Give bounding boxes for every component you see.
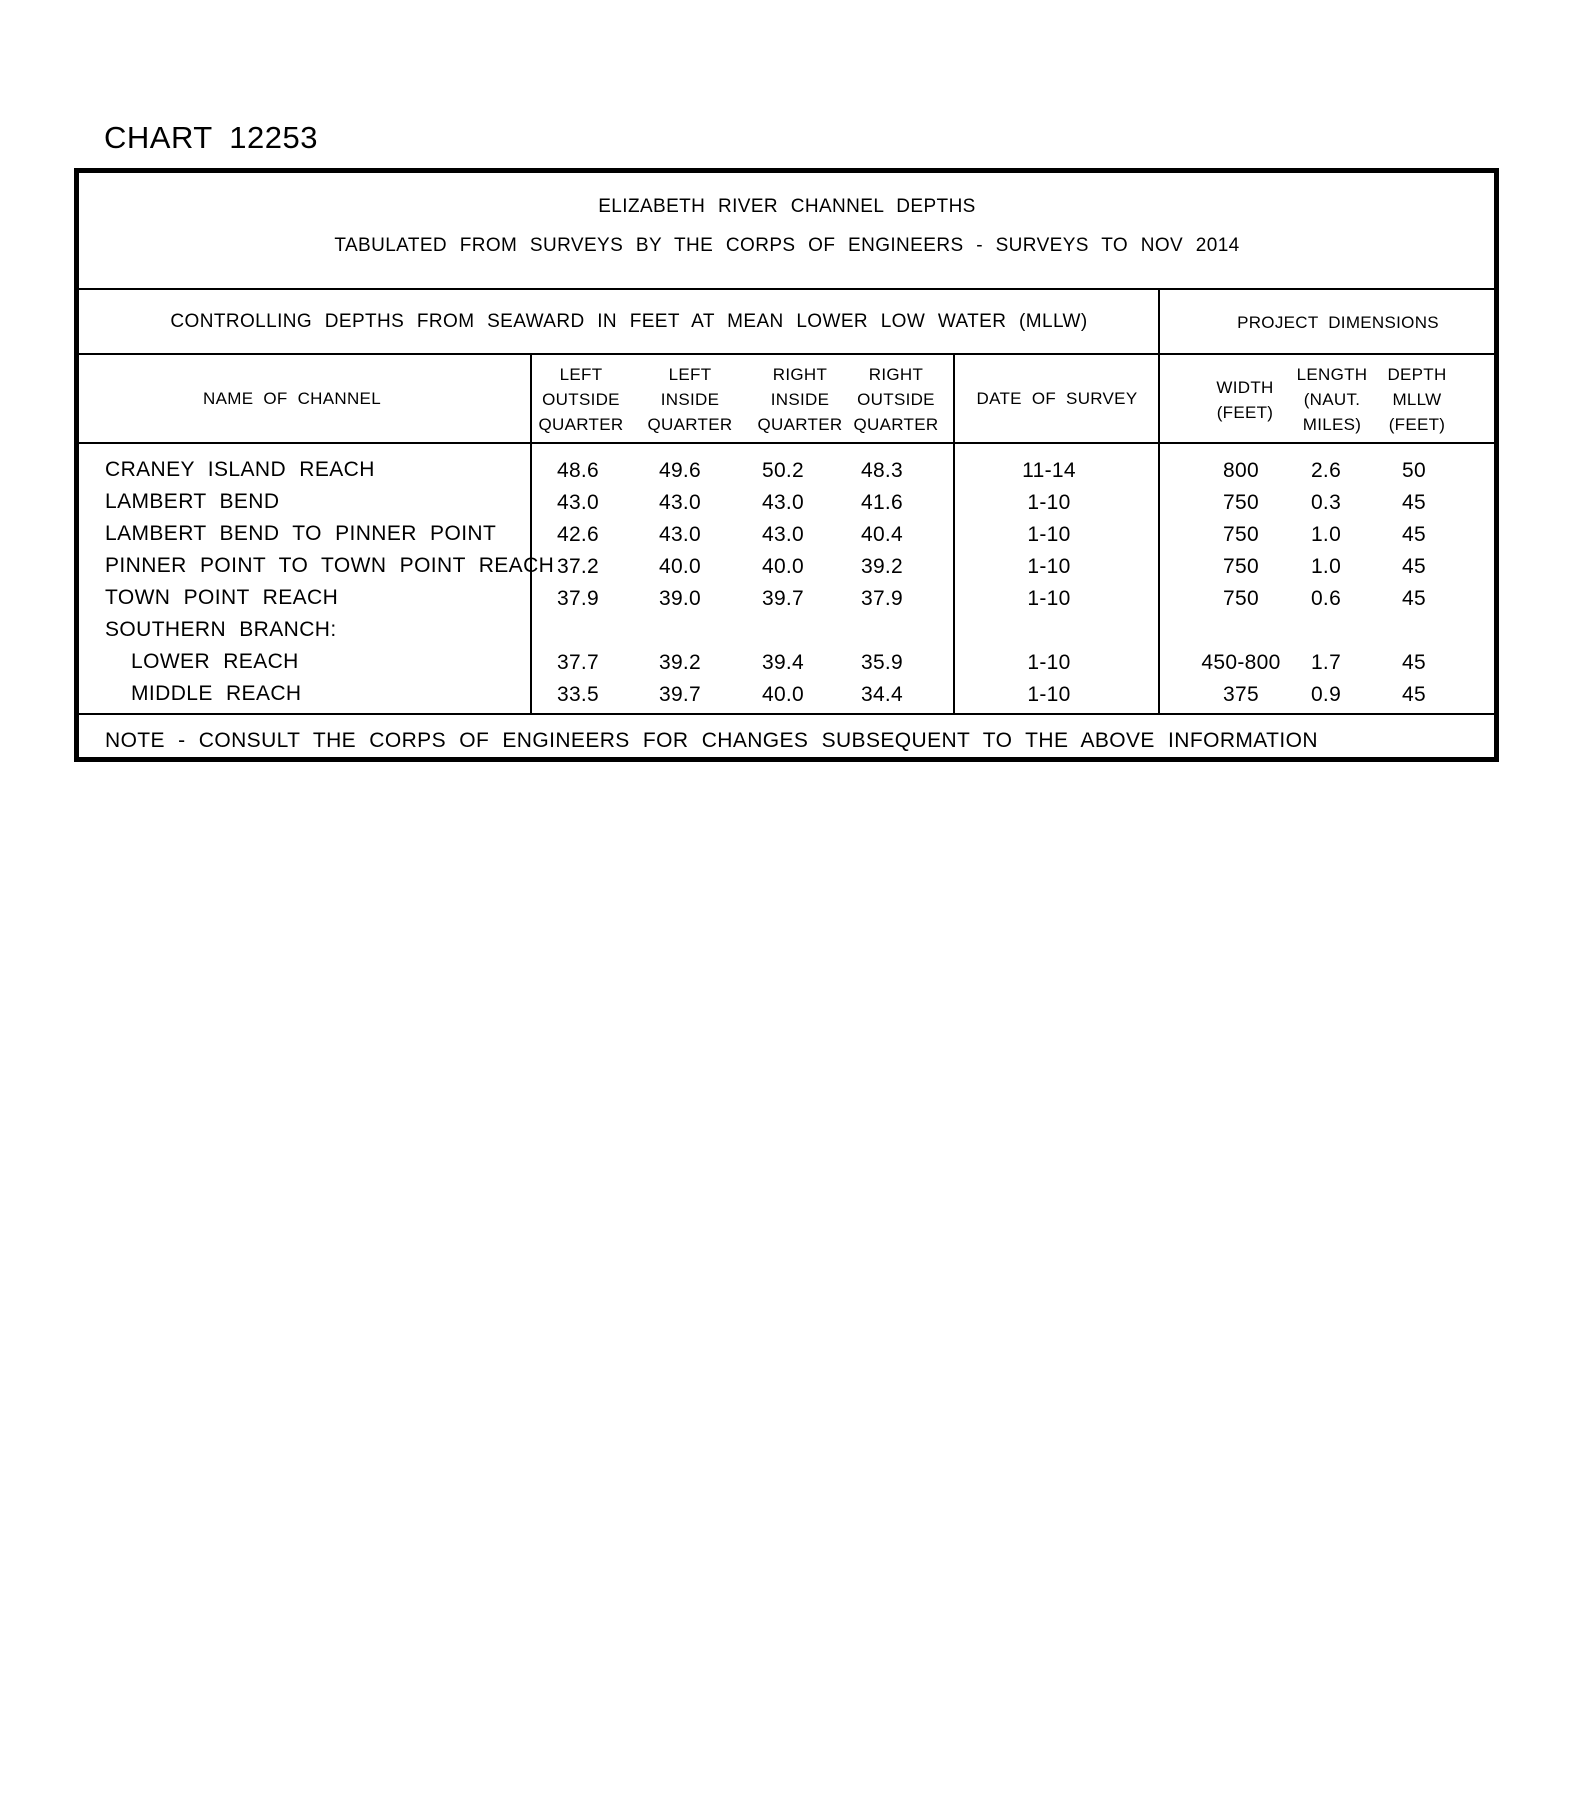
cell-date: 1-10	[1027, 523, 1071, 546]
cell-width: 450-800	[1201, 651, 1281, 674]
cell-depth: 45	[1402, 651, 1426, 674]
table-title: ELIZABETH RIVER CHANNEL DEPTHS	[598, 196, 976, 217]
cell-left-inside: 40.0	[658, 555, 702, 578]
cell-depth: 50	[1402, 459, 1426, 482]
channel-name: PINNER POINT TO TOWN POINT REACH	[105, 554, 555, 577]
divider-project-col	[1158, 289, 1160, 714]
cell-left-outside: 37.9	[556, 587, 600, 610]
cell-left-outside: 37.2	[556, 555, 600, 578]
cell-right-inside: 50.2	[761, 459, 805, 482]
col-header-width: WIDTH (FEET)	[1216, 378, 1274, 422]
divider-note	[79, 713, 1494, 715]
cell-length: 1.0	[1310, 523, 1342, 546]
cell-left-outside: 48.6	[556, 459, 600, 482]
cell-depth: 45	[1402, 523, 1426, 546]
channel-name: LOWER REACH	[131, 650, 299, 673]
cell-left-outside: 42.6	[556, 523, 600, 546]
cell-width: 750	[1223, 523, 1259, 546]
col-header-left-inside: LEFT INSIDE QUARTER	[647, 365, 733, 434]
cell-right-outside: 48.3	[860, 459, 904, 482]
cell-right-outside: 35.9	[860, 651, 904, 674]
cell-length: 0.6	[1310, 587, 1342, 610]
cell-right-inside: 43.0	[761, 491, 805, 514]
channel-name: LAMBERT BEND	[105, 490, 280, 513]
col-header-left-outside: LEFT OUTSIDE QUARTER	[538, 365, 624, 434]
cell-width: 800	[1223, 459, 1259, 482]
cell-left-inside: 49.6	[658, 459, 702, 482]
cell-right-inside: 40.0	[761, 683, 805, 706]
col-header-name: NAME OF CHANNEL	[203, 389, 381, 408]
cell-length: 1.0	[1310, 555, 1342, 578]
table-subtitle: TABULATED FROM SURVEYS BY THE CORPS OF ENGINEERS - SURVEYS TO NOV 2014	[334, 235, 1240, 256]
cell-right-outside: 34.4	[860, 683, 904, 706]
channel-depths-table	[74, 168, 1499, 762]
cell-depth: 45	[1402, 491, 1426, 514]
cell-date: 1-10	[1027, 587, 1071, 610]
divider-name-col	[530, 354, 532, 714]
cell-depth: 45	[1402, 587, 1426, 610]
cell-left-outside: 43.0	[556, 491, 600, 514]
channel-name: TOWN POINT REACH	[105, 586, 339, 609]
cell-depth: 45	[1402, 555, 1426, 578]
cell-date: 1-10	[1027, 555, 1071, 578]
chart-title: CHART 12253	[104, 120, 318, 155]
cell-length: 0.3	[1310, 491, 1342, 514]
cell-right-inside: 40.0	[761, 555, 805, 578]
col-header-right-inside: RIGHT INSIDE QUARTER	[757, 365, 843, 434]
divider-header	[79, 442, 1494, 444]
col-header-depth: DEPTH MLLW (FEET)	[1387, 365, 1447, 434]
cell-date: 1-10	[1027, 651, 1071, 674]
channel-name: MIDDLE REACH	[131, 682, 302, 705]
cell-right-outside: 41.6	[860, 491, 904, 514]
cell-left-outside: 33.5	[556, 683, 600, 706]
cell-date: 11-14	[1022, 459, 1076, 482]
cell-length: 2.6	[1310, 459, 1342, 482]
col-header-right-outside: RIGHT OUTSIDE QUARTER	[853, 365, 939, 434]
cell-length: 0.9	[1310, 683, 1342, 706]
cell-depth: 45	[1402, 683, 1426, 706]
cell-date: 1-10	[1027, 491, 1071, 514]
cell-right-inside: 43.0	[761, 523, 805, 546]
divider-quarters-col	[953, 354, 955, 714]
cell-left-inside: 39.7	[658, 683, 702, 706]
col-header-length: LENGTH (NAUT. MILES)	[1296, 365, 1368, 434]
col-header-date: DATE OF SURVEY	[976, 389, 1138, 408]
cell-width: 375	[1223, 683, 1259, 706]
cell-left-inside: 43.0	[658, 523, 702, 546]
section-project-dimensions: PROJECT DIMENSIONS	[1237, 313, 1439, 332]
cell-width: 750	[1223, 491, 1259, 514]
cell-right-inside: 39.4	[761, 651, 805, 674]
cell-right-outside: 39.2	[860, 555, 904, 578]
divider-section	[79, 353, 1494, 355]
cell-width: 750	[1223, 555, 1259, 578]
cell-right-outside: 40.4	[860, 523, 904, 546]
channel-name: LAMBERT BEND TO PINNER POINT	[105, 522, 497, 545]
channel-name: CRANEY ISLAND REACH	[105, 458, 375, 481]
divider-title	[79, 288, 1494, 290]
cell-left-inside: 39.0	[658, 587, 702, 610]
cell-date: 1-10	[1027, 683, 1071, 706]
cell-width: 750	[1223, 587, 1259, 610]
cell-length: 1.7	[1310, 651, 1342, 674]
section-controlling-depths: CONTROLLING DEPTHS FROM SEAWARD IN FEET AT MEAN LOWER LOW WATER (MLLW)	[170, 311, 1088, 332]
cell-left-inside: 39.2	[658, 651, 702, 674]
cell-right-outside: 37.9	[860, 587, 904, 610]
channel-group-name: SOUTHERN BRANCH:	[105, 618, 337, 641]
cell-left-inside: 43.0	[658, 491, 702, 514]
table-note: NOTE - CONSULT THE CORPS OF ENGINEERS FOR CHANGES SUBSEQUENT TO THE ABOVE INFORMATION	[105, 729, 1318, 752]
cell-left-outside: 37.7	[556, 651, 600, 674]
cell-right-inside: 39.7	[761, 587, 805, 610]
